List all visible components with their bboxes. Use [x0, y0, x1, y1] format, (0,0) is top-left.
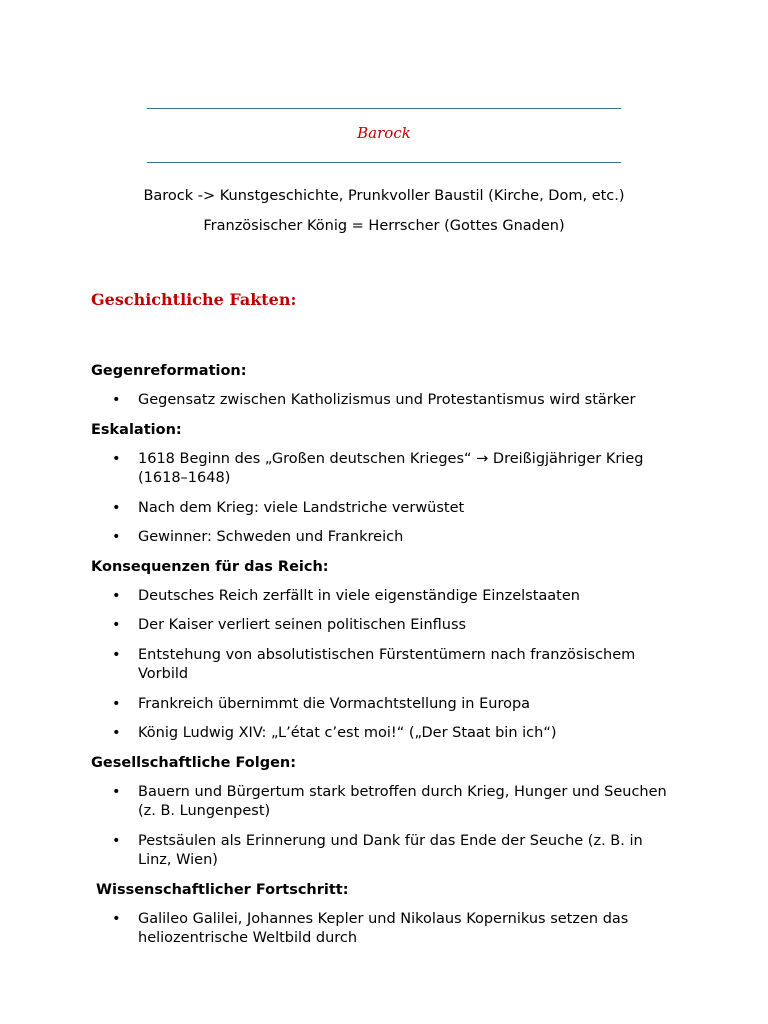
- heading-gesellschaftliche-folgen: Gesellschaftliche Folgen:: [91, 754, 297, 771]
- list-item: • Gewinner: Schweden und Frankreich: [91, 528, 678, 548]
- list-item: • Galileo Galilei, Johannes Kepler und Nikolaus Kopernikus setzen das heliozentrische Weltbild durch: [112, 910, 629, 946]
- heading-eskalation: Eskalation:: [91, 421, 182, 438]
- intro-line-1: Barock -> Kunstgeschichte, Prunkvoller Baustil (Kirche, Dom, etc.): [143, 188, 625, 204]
- list-item: • Pestsäulen als Erinnerung und Dank für das Ende der Seuche (z. B. in Linz, Wien): [112, 832, 643, 868]
- heading-gegenreformation: Gegenreformation:: [91, 363, 247, 379]
- heading-wissenschaftlicher-fortschritt: Wissenschaftlicher Fortschritt:: [96, 881, 349, 898]
- bottom-rule: [147, 162, 621, 163]
- facts-content: [91, 362, 691, 949]
- bullet-icon: •: [112, 392, 121, 408]
- bullet-icon: •: [112, 910, 121, 927]
- list-item: • Deutsches Reich zerfällt in viele eigenständige Einzelstaaten: [91, 587, 678, 607]
- list-item: • Gegensatz zwischen Katholizismus und Protestantismus wird stärker: [91, 391, 678, 411]
- bullet-icon: •: [112, 832, 121, 849]
- bullet-icon: •: [112, 646, 121, 663]
- list-konsequenzen: [91, 587, 691, 744]
- list-item: • 1618 Beginn des „Großen deutschen Krieges“ → Dreißigjähriger Krieg (1618–1648): [112, 450, 644, 486]
- top-rule: [147, 108, 621, 109]
- section-title: Geschichtliche Fakten:: [91, 290, 297, 309]
- list-gesellschaftliche-folgen: [91, 783, 691, 871]
- document-title: Barock: [357, 124, 411, 142]
- list-item: • Der Kaiser verliert seinen politischen Einfluss: [91, 616, 678, 636]
- list-item: • Entstehung von absolutistischen Fürstentümern nach französischem Vorbild: [112, 646, 636, 682]
- bullet-icon: •: [112, 695, 121, 712]
- intro-line-2: Französischer König = Herrscher (Gottes Gnaden): [203, 218, 565, 234]
- list-item: • Frankreich übernimmt die Vormachtstellung in Europa: [91, 695, 678, 715]
- heading-konsequenzen: Konsequenzen für das Reich:: [91, 558, 329, 575]
- list-item: • Nach dem Krieg: viele Landstriche verwüstet: [91, 499, 678, 519]
- bullet-icon: •: [112, 617, 121, 633]
- bullet-icon: •: [112, 499, 121, 516]
- list-item: • Bauern und Bürgertum stark betroffen durch Krieg, Hunger und Seuchen (z. B. Lungenpest): [112, 783, 667, 819]
- bullet-icon: •: [112, 450, 121, 467]
- list-item: • König Ludwig XIV: „L’état c’est moi!“ („Der Staat bin ich“): [91, 724, 678, 744]
- list-wissenschaftlicher-fortschritt: [91, 910, 691, 949]
- bullet-icon: •: [112, 783, 121, 800]
- list-eskalation: [91, 450, 691, 548]
- bullet-icon: •: [112, 725, 121, 741]
- bullet-icon: •: [112, 529, 121, 545]
- list-gegenreformation: [91, 391, 691, 411]
- bullet-icon: •: [112, 587, 121, 604]
